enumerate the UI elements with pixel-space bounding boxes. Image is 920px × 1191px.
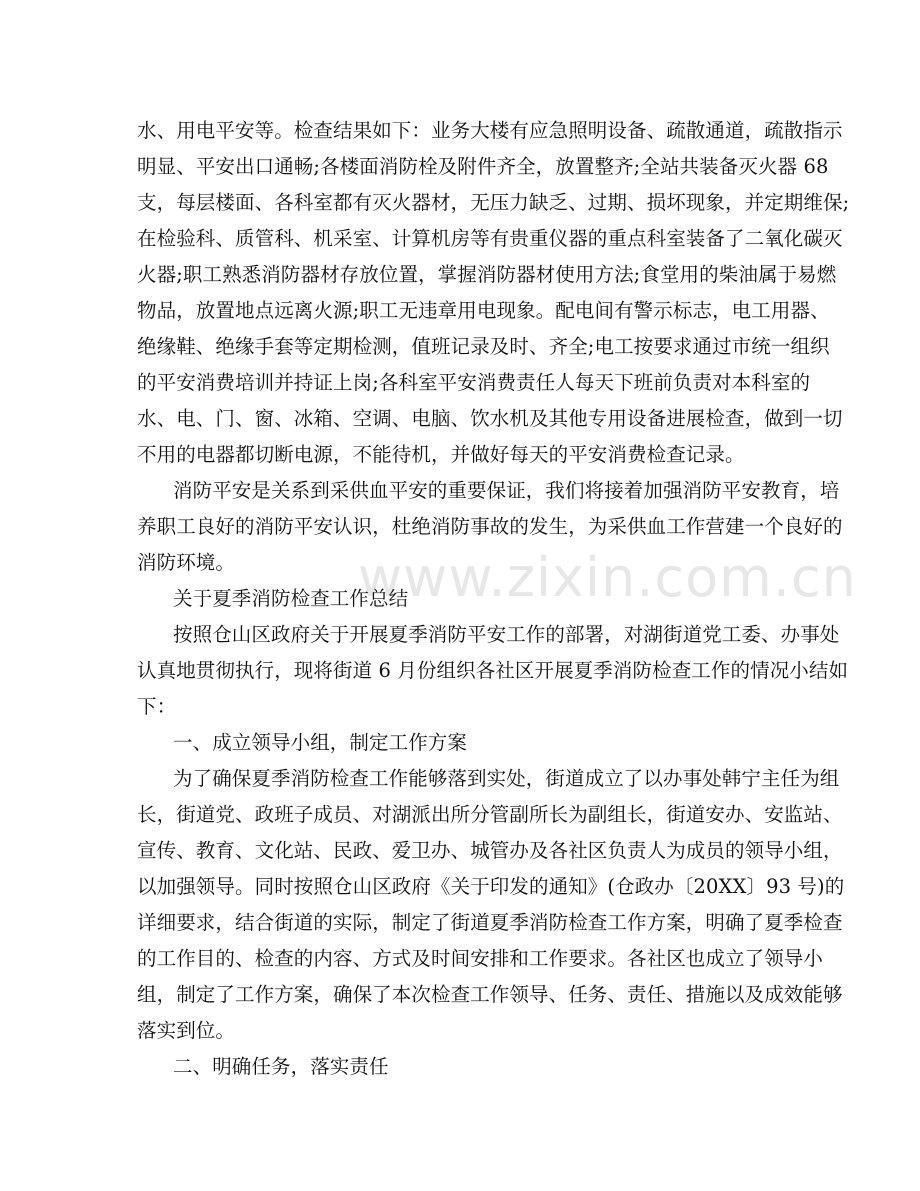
body-line: 养职工良好的消防平安认识，杜绝消防事故的发生，为采供血工作营建一个良好的 [137,515,843,538]
body-line: 认真地贯彻执行，现将街道 6 月份组织各社区开展夏季消防检查工作的情况小结如 [137,659,849,682]
paragraph-first-line: 按照仓山区政府关于开展夏季消防平安工作的部署，对湖街道党工委、办事处 [173,623,840,646]
paragraph-first-line: 消防平安是关系到采供血平安的重要保证，我们将接着加强消防平安教育，培 [173,479,840,502]
body-line: 火器;职工熟悉消防器材存放位置，掌握消防器材使用方法;食堂用的柴油属于易燃 [137,263,837,286]
body-line: 以加强领导。同时按照仓山区政府《关于印发的通知》(仓政办〔20XX〕93 号)的 [137,875,845,898]
body-line: 绝缘鞋、绝缘手套等定期检测，值班记录及时、齐全;电工按要求通过市统一组织 [137,335,830,358]
body-line: 详细要求，结合街道的实际，制定了街道夏季消防检查工作方案，明确了夏季检查 [137,911,843,934]
body-line: 宣传、教育、文化站、民政、爱卫办、城管办及各社区负责人为成员的领导小组， [137,839,843,862]
body-line: 不用的电器都切断电源，不能待机，并做好每天的平安消费检查记录。 [137,443,745,466]
body-line: 的平安消费培训并持证上岗;各科室平安消费责任人每天下班前负责对本科室的 [137,371,811,394]
body-line: 落实到位。 [137,1019,236,1042]
body-line: 在检验科、质管科、机采室、计算机房等有贵重仪器的重点科室装备了二氧化碳灭 [137,227,843,250]
body-line: 明显、平安出口通畅;各楼面消防栓及附件齐全，放置整齐;全站共装备灭火器 68 [137,155,829,178]
section-heading: 一、成立领导小组，制定工作方案 [173,731,468,754]
body-line: 组，制定了工作方案，确保了本次检查工作领导、任务、责任、措施以及成效能够 [137,983,843,1006]
section-heading: 二、明确任务，落实责任 [173,1055,389,1078]
body-line: 长，街道党、政班子成员、对湖派出所分管副所长为副组长，街道安办、安监站、 [137,803,843,826]
body-line: 下： [137,695,177,718]
body-line: 的工作目的、检查的内容、方式及时间安排和工作要求。各社区也成立了领导小 [137,947,824,970]
paragraph-first-line: 为了确保夏季消防检查工作能够落到实处，街道成立了以办事处韩宁主任为组 [173,767,840,790]
body-line: 消防环境。 [137,551,236,574]
body-line: 支，每层楼面、各科室都有灭火器材，无压力缺乏、过期、损坏现象，并定期维保; [137,191,850,214]
section-title: 关于夏季消防检查工作总结 [173,587,409,610]
body-line: 水、用电平安等。检查结果如下：业务大楼有应急照明设备、疏散通道，疏散指示 [137,119,843,142]
body-line: 物品，放置地点远离火源;职工无违章用电现象。配电间有警示标志，电工用器、 [137,299,830,322]
body-line: 水、电、门、窗、冰箱、空调、电脑、饮水机及其他专用设备进展检查，做到一切 [137,407,843,430]
watermark: www.zixin.com.cn [358,546,857,609]
